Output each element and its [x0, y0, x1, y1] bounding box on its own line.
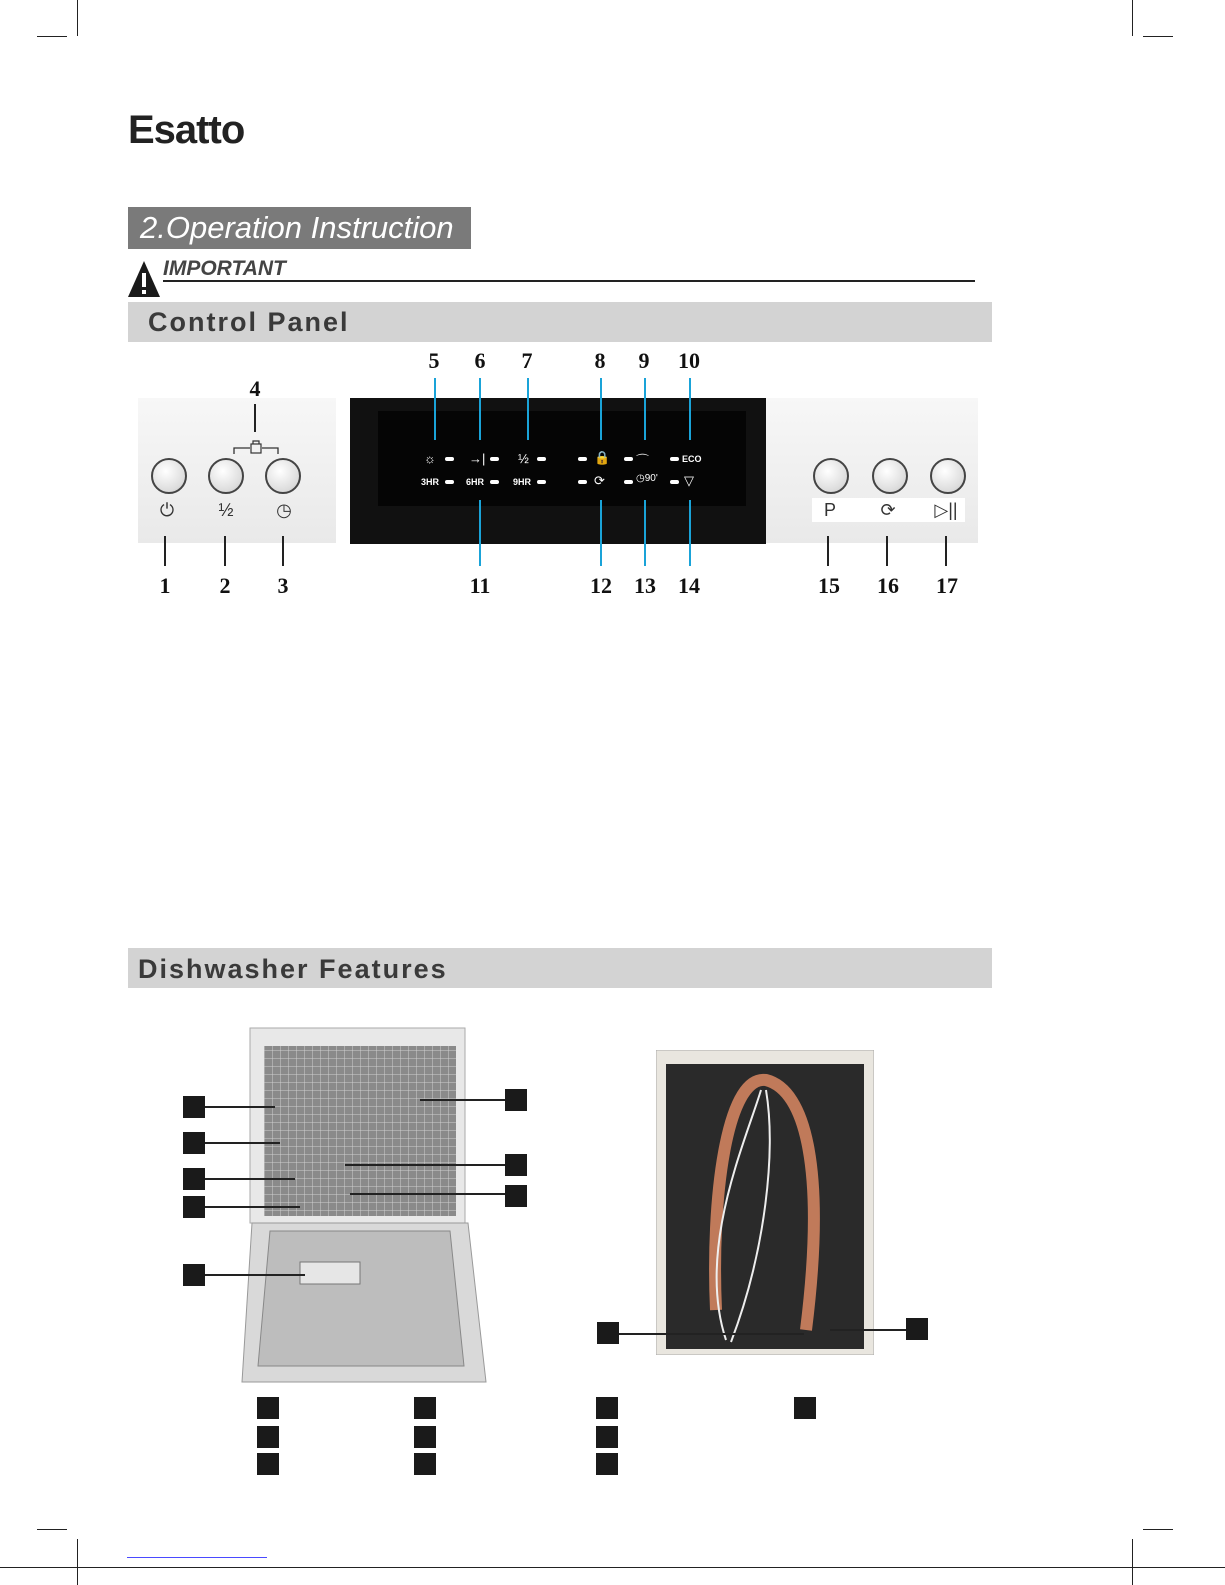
callout-number: 4 — [249, 376, 261, 401]
callout-number: 1 — [159, 573, 171, 598]
legend-marker — [257, 1426, 279, 1448]
callout-line — [827, 536, 829, 566]
section-title: 2.Operation Instruction — [128, 207, 471, 249]
crop-mark — [1143, 36, 1173, 37]
led — [445, 480, 454, 484]
rinse-indicator: ⟳ — [594, 473, 605, 488]
feature-marker — [183, 1132, 205, 1154]
divider — [163, 280, 975, 282]
feature-marker — [505, 1089, 527, 1111]
half-load-icon: ½ — [218, 500, 234, 520]
leader-line — [205, 1178, 295, 1180]
feature-marker — [505, 1185, 527, 1207]
led — [490, 457, 499, 461]
leader-line — [350, 1193, 505, 1195]
half-load-button[interactable] — [208, 458, 244, 494]
glass-indicator: ▽ — [684, 473, 694, 488]
rinse-button[interactable] — [872, 458, 908, 494]
crop-mark — [77, 0, 78, 36]
callout-number: 8 — [594, 348, 606, 373]
callout-number: 13 — [634, 573, 656, 598]
crop-mark — [1132, 0, 1133, 36]
program-button[interactable] — [813, 458, 849, 494]
led — [537, 457, 546, 461]
legend-marker — [596, 1426, 618, 1448]
warning-icon — [127, 260, 161, 298]
led — [490, 480, 499, 484]
control-panel-header — [128, 302, 992, 342]
legend-marker — [794, 1397, 816, 1419]
led — [578, 457, 587, 461]
feature-marker — [597, 1322, 619, 1344]
program-icon: P — [823, 500, 837, 520]
leader-line — [619, 1333, 804, 1335]
3hr-indicator: 3HR — [421, 477, 440, 487]
callout-line — [644, 500, 646, 566]
callout-number: 10 — [678, 348, 700, 373]
legend-marker — [414, 1453, 436, 1475]
feature-marker — [183, 1168, 205, 1190]
power-icon: ⏻ — [159, 500, 175, 520]
callout-line — [527, 378, 529, 440]
callout-number: 2 — [219, 573, 231, 598]
crop-mark — [77, 1539, 78, 1585]
crop-mark — [1132, 1539, 1133, 1585]
feature-marker — [183, 1264, 205, 1286]
leader-line — [345, 1164, 505, 1166]
feature-marker — [906, 1318, 928, 1340]
led — [624, 480, 633, 484]
callout-number: 5 — [428, 348, 440, 373]
features-title: Dishwasher Features — [138, 954, 448, 984]
lock-indicator: 🔒 — [594, 450, 611, 465]
leader-line — [205, 1274, 305, 1276]
callout-line — [224, 536, 226, 566]
callout-number: 14 — [678, 573, 700, 598]
callout-line — [945, 536, 947, 566]
lock-icon — [232, 440, 280, 456]
play-pause-icon: ▷|| — [934, 500, 958, 520]
control-panel-title: Control Panel — [148, 307, 350, 337]
callout-number: 15 — [818, 573, 840, 598]
eco-indicator: ECO — [682, 454, 702, 464]
callout-line — [434, 378, 436, 440]
9hr-indicator: 9HR — [513, 477, 532, 487]
callout-line — [479, 378, 481, 440]
legend-marker — [414, 1397, 436, 1419]
feature-marker — [505, 1154, 527, 1176]
led — [624, 457, 633, 461]
start-pause-button[interactable] — [930, 458, 966, 494]
delay-timer-icon: ◷ — [276, 500, 292, 520]
callout-line — [886, 536, 888, 566]
callout-number: 6 — [474, 348, 486, 373]
crop-mark — [37, 36, 67, 37]
brand-logo: Esatto — [128, 108, 245, 152]
6hr-indicator: 6HR — [466, 477, 485, 487]
delay-button[interactable] — [265, 458, 301, 494]
important-label: IMPORTANT — [163, 257, 286, 280]
feature-marker — [183, 1096, 205, 1118]
leader-line — [205, 1106, 275, 1108]
legend-marker — [257, 1397, 279, 1419]
led — [445, 457, 454, 461]
led — [537, 480, 546, 484]
legend-marker — [257, 1453, 279, 1475]
wash-indicator: ☼ — [424, 451, 436, 466]
legend-marker — [596, 1397, 618, 1419]
callout-line — [644, 378, 646, 440]
crop-mark — [37, 1529, 67, 1530]
power-button[interactable] — [151, 458, 187, 494]
leader-line — [420, 1099, 505, 1101]
callout-number: 12 — [590, 573, 612, 598]
callout-line — [282, 536, 284, 566]
intensive-indicator: ⌒ — [636, 453, 650, 468]
callout-number: 17 — [936, 573, 958, 598]
callout-number: 7 — [521, 348, 533, 373]
callout-line — [689, 378, 691, 440]
crop-mark — [1143, 1529, 1173, 1530]
auto-indicator: →| — [469, 451, 486, 466]
led — [670, 480, 679, 484]
legend-marker — [596, 1453, 618, 1475]
callout-line — [254, 404, 256, 432]
dishwasher-back-photo — [656, 1050, 874, 1355]
callout-number: 3 — [277, 573, 289, 598]
feature-marker — [183, 1196, 205, 1218]
leader-line — [830, 1329, 906, 1331]
led — [670, 457, 679, 461]
leader-line — [205, 1142, 280, 1144]
crop-mark — [0, 1567, 1225, 1568]
callout-number: 11 — [469, 573, 491, 598]
led — [578, 480, 587, 484]
leader-line — [205, 1206, 300, 1208]
callout-line — [479, 500, 481, 566]
callout-line — [164, 536, 166, 566]
callout-number: 16 — [877, 573, 899, 598]
footer-link-underline[interactable] — [127, 1557, 267, 1558]
callout-line — [600, 500, 602, 566]
rinse-icon: ⟳ — [880, 500, 896, 520]
90min-indicator: ◷90' — [636, 473, 658, 484]
callout-line — [689, 500, 691, 566]
legend-marker — [414, 1426, 436, 1448]
half-load-indicator: ½ — [518, 451, 529, 466]
features-header — [128, 948, 992, 988]
callout-line — [600, 378, 602, 440]
callout-number: 9 — [638, 348, 650, 373]
